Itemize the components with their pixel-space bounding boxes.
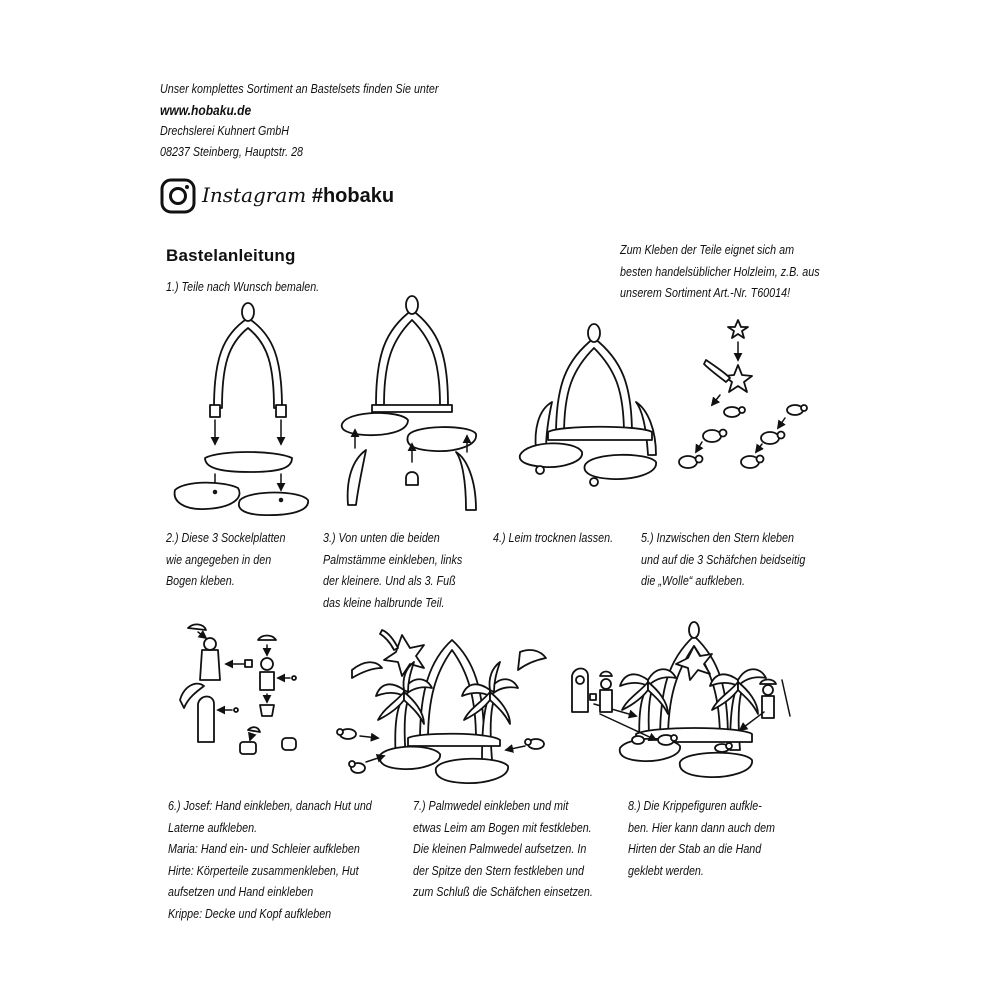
arrow-icon (756, 444, 762, 452)
step-6-illustration (180, 624, 296, 754)
step-line: Hirten der Stab an die Hand (628, 842, 762, 856)
palm-frond (518, 650, 546, 670)
step-line: geklebt werden. (628, 863, 704, 878)
step-line: zum Schluß die Schäfchen einsetzen. (413, 885, 593, 899)
glue-note-line: besten handelsüblicher Holzleim, z.B. aus (620, 264, 820, 279)
header-intro-text: Unser komplettes Sortiment an Bastelsets finden Sie unter (160, 82, 439, 96)
step-line: 1.) Teile nach Wunsch bemalen. (166, 280, 320, 294)
star-icon (728, 320, 748, 338)
glue-note-line: unserem Sortiment Art.-Nr. T60014! (620, 286, 791, 300)
arch-part (556, 338, 632, 435)
star-tail (704, 360, 730, 382)
arch-part (210, 303, 286, 417)
base-plate (205, 452, 292, 472)
instagram-tag: #hobaku (311, 185, 395, 207)
page-title: Bastelanleitung (166, 246, 296, 265)
step-line: Krippe: Decke und Kopf aufkleben (168, 906, 332, 921)
base-plate (380, 747, 440, 769)
step-line: Hirte: Körperteile zusammenkleben, Hut (168, 863, 359, 878)
step-2-illustration (175, 303, 309, 515)
base-plate (175, 483, 240, 509)
step-line: 3.) Von unten die beiden (323, 531, 440, 545)
step-line: der Spitze den Stern festkleben und (413, 863, 584, 878)
josef-figure (590, 672, 612, 713)
shepherd-figure (258, 636, 296, 717)
step-line: 6.) Josef: Hand einkleben, danach Hut und (168, 799, 372, 813)
base-plate (342, 413, 408, 435)
step-line: das kleine halbrunde Teil. (323, 595, 445, 610)
step-line: etwas Leim am Bogen mit festkleben. (413, 820, 592, 835)
arrow-icon (778, 418, 785, 428)
step-line: 2.) Diese 3 Sockelplatten (166, 531, 286, 545)
base-plate (680, 753, 752, 777)
step-line: 4.) Leim trocknen lassen. (493, 531, 614, 545)
company-name: Drechslerei Kuhnert GmbH (160, 124, 290, 138)
half-round-foot (406, 472, 418, 485)
crib-figure (240, 727, 296, 754)
step-line: 8.) Die Krippefiguren aufkle- (628, 799, 762, 813)
step-line: Laterne aufkleben. (168, 820, 258, 835)
shepherd-figure (740, 680, 790, 731)
step-4-illustration (520, 324, 656, 486)
glue-note-line: Zum Kleben der Teile eignet sich am (620, 243, 795, 257)
step-line: Maria: Hand ein- und Schleier aufkleben (168, 842, 360, 856)
step-line: ben. Hier kann dann auch dem (628, 820, 776, 835)
arrow-icon (696, 442, 702, 452)
palm-frond (352, 662, 382, 678)
sheep-icon (679, 407, 745, 468)
website-link[interactable]: www.hobaku.de (160, 102, 252, 118)
base-plate (407, 427, 476, 451)
step-line: Die kleinen Palmwedel aufsetzen. In (413, 842, 587, 856)
step-line: 7.) Palmwedel einkleben und mit (413, 799, 569, 813)
step-line: aufsetzen und Hand einkleben (168, 885, 314, 899)
base-plate (584, 455, 656, 479)
base-plate (436, 759, 508, 783)
josef-figure (188, 624, 252, 680)
step-line: wie angegeben in den (166, 552, 272, 567)
step-line: der kleinere. Und als 3. Fuß (323, 574, 456, 588)
step-line: Palmstämme einkleben, links (323, 552, 463, 567)
base-plate (520, 443, 582, 467)
step-line: die „Wolle“ aufkleben. (641, 574, 745, 588)
arch-part (376, 310, 448, 405)
step-3-illustration (342, 296, 476, 510)
sheep-icon (741, 405, 807, 468)
instagram-label: Instagram (202, 183, 307, 207)
step-5-illustration (679, 320, 807, 468)
step-7-illustration (337, 630, 546, 783)
step-line: Bogen kleben. (166, 574, 235, 588)
palm-trunk (456, 452, 476, 510)
company-address: 08237 Steinberg, Hauptstr. 28 (160, 145, 304, 159)
step-line: und auf die 3 Schäfchen beidseitig (641, 552, 806, 567)
base-plate (239, 493, 308, 516)
arrow-icon (712, 395, 720, 405)
palm-trunk (348, 450, 366, 505)
shepherd-staff (782, 680, 790, 716)
step-line: 5.) Inzwischen den Stern kleben (641, 531, 794, 545)
maria-figure (180, 684, 238, 742)
step-8-illustration (572, 622, 790, 777)
